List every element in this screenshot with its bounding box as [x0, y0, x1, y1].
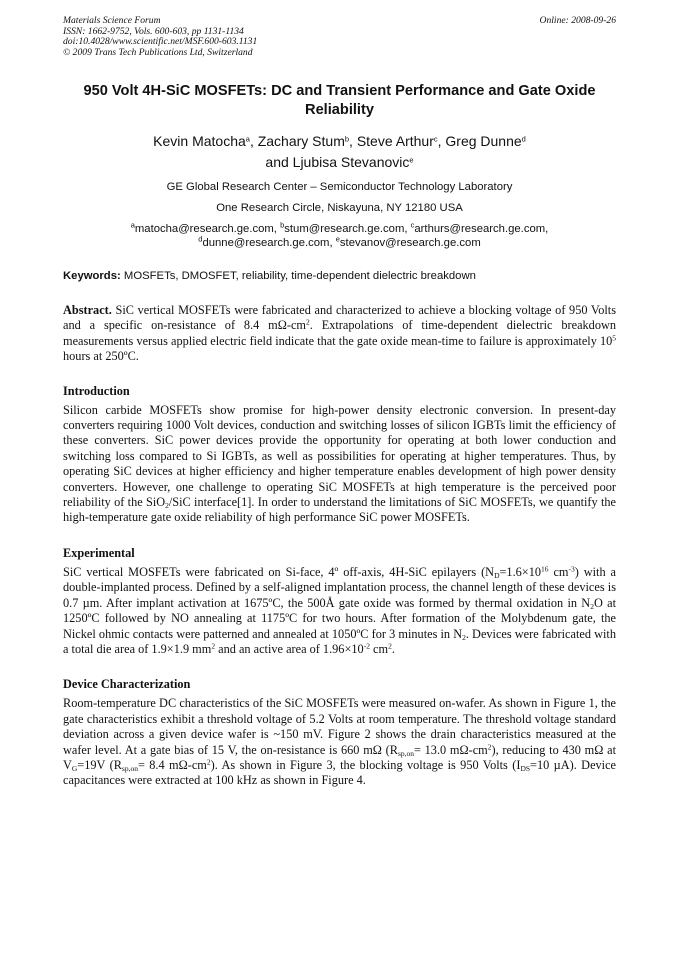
paragraph-text: Silicon carbide MOSFETs show promise for high-power density electronic conversion. In present-day converters requiring 1000 Volt devices, conduction and switching losses of silicon IGBTs limit the efficiency of these converters. SiC power devices provide the opportunity for operating at both lower conduction and switching loss compared to Si IGBTs, as well as possibilities for operating at higher temperatures. Thus, by operating SiC devices at higher efficiency and higher temperature enables development of high power density converters. However, one challenge to operating SiC MOSFETs at high temperature is the perceived poor reliability of the SiO	[63, 402, 616, 510]
paragraph-text: Room-temperature DC characteristics of the SiC MOSFETs were measured on-wafer. As shown in Figure 1, the gate characteristics exhibit a threshold voltage of 5.2 Volts at room temperature. The threshold voltage standard deviation across a given device wafer is ~150 mV. Figure 2 shows the drain characteristics measured at the wafer level. At a gate bias of 15 V, the on-resistance is 660 mΩ (R	[63, 696, 616, 757]
email-address: dunne@research.ge.com,	[202, 236, 336, 249]
abstract-label: Abstract.	[63, 303, 112, 317]
author-marker: e	[409, 155, 414, 165]
author-name: Steve Arthur	[356, 133, 434, 149]
journal-header	[63, 16, 616, 58]
keywords-label: Keywords:	[63, 270, 121, 282]
superscript: 2	[388, 641, 392, 651]
paragraph-text: O at 1250ºC followed by NO annealing at 1175ºC for two hours. After formation of the Molybdenum gate, the Nickel ohmic contacts were patterned and annealed at 1050ºC for 3 minutes in N	[63, 595, 616, 641]
author-separator: ,	[249, 133, 258, 149]
email-marker: d	[198, 234, 203, 243]
paper-body	[63, 82, 616, 789]
email-marker: b	[280, 220, 285, 230]
paragraph-text: =1.6×10	[499, 564, 542, 579]
paragraph-text: and an active area of 1.96×10	[215, 641, 364, 656]
paragraph-text: ), reducing to 430 mΩ at V	[63, 742, 616, 772]
subscript: 2	[462, 632, 466, 642]
email-marker: c	[410, 220, 415, 230]
author-marker: b	[344, 134, 350, 144]
paragraph-text: cm	[548, 564, 569, 579]
introduction-paragraph	[63, 403, 616, 526]
author-list	[63, 131, 616, 173]
doi-line: doi:10.4028/www.scientific.net/MSF.600-603.1131	[63, 36, 258, 48]
device-paragraph	[63, 696, 616, 788]
paper-title: 950 Volt 4H-SiC MOSFETs: DC and Transient Performance and Gate Oxide Reliability	[83, 83, 596, 118]
author-conjunction: and	[265, 154, 293, 170]
paragraph-text: ). As shown in Figure 3, the blocking voltage is 950 Volts (I	[210, 757, 521, 772]
author-separator: ,	[437, 133, 446, 149]
paragraph-text: =19V (R	[77, 757, 122, 772]
author-name: Kevin Matocha	[153, 133, 246, 149]
subscript: D	[494, 570, 500, 580]
keywords	[63, 269, 616, 283]
keywords-text: MOSFETs, DMOSFET, reliability, time-dependent dielectric breakdown	[120, 270, 476, 282]
paragraph-text: = 8.4 mΩ-cm	[137, 757, 207, 772]
email-marker: a	[130, 220, 135, 230]
section-heading-experimental: Experimental	[63, 545, 135, 560]
superscript: 2	[211, 641, 216, 651]
author-name: Zachary Stum	[257, 133, 345, 149]
online-date: Online: 2008-09-26	[539, 15, 616, 26]
journal-name: Materials Science Forum	[63, 15, 161, 26]
email-address: matocha@research.ge.com,	[134, 223, 281, 235]
abstract	[63, 303, 616, 365]
paragraph-text: =10 µA). Device capacitances were extracted at 100 kHz as shown in Figure 4.	[63, 757, 617, 788]
abstract-text: SiC vertical MOSFETs were fabricated and characterized to achieve a blocking voltage of 950 Volts and a specific on-resistance of 8.4 mΩ-cm	[63, 303, 616, 333]
superscript: 16	[541, 564, 549, 574]
email-address: stevanov@research.ge.com	[339, 236, 481, 249]
copyright-line: © 2009 Trans Tech Publications Ltd, Switzerland	[63, 46, 253, 58]
paragraph-text: cm	[369, 641, 389, 656]
abstract-text: hours at 250ºC.	[63, 349, 139, 364]
superscript: 5	[612, 333, 616, 343]
subscript: 2	[165, 501, 169, 511]
author-marker: c	[433, 134, 438, 144]
paragraph-text: . Devices were fabricated with a total die area of 1.9×1.9 mm	[63, 626, 616, 656]
experimental-paragraph	[63, 565, 616, 657]
paragraph-text: SiC vertical MOSFETs were fabricated on Si-face, 4º off-axis, 4H-SiC epilayers (N	[63, 564, 495, 579]
subscript: DS	[520, 763, 531, 773]
subscript: G	[71, 763, 78, 773]
author-marker: a	[245, 134, 250, 144]
affiliation-address: One Research Circle, Niskayuna, NY 12180 USA	[216, 202, 463, 214]
author-name: Greg Dunne	[445, 133, 522, 149]
superscript: -3	[568, 564, 575, 574]
author-emails	[63, 220, 616, 250]
affiliation	[63, 177, 616, 219]
author-marker: d	[521, 134, 526, 144]
section-heading-introduction: Introduction	[63, 383, 130, 398]
email-marker: e	[335, 234, 340, 243]
email-address: arthurs@research.ge.com,	[414, 223, 549, 235]
author-name: Ljubisa Stevanovic	[292, 154, 410, 170]
email-address: stum@research.ge.com,	[284, 223, 411, 235]
superscript: 2	[206, 757, 211, 767]
paragraph-text: ) with a double-implanted process. Defined by a self-aligned implantation process, the channel length of these devices is 0.7 µm. After implant activation at 1675ºC, the 500Å gate oxide was formed by thermal oxidation in N	[63, 564, 616, 610]
superscript: -2	[363, 641, 370, 651]
issn-line: ISSN: 1662-9752, Vols. 600-603, pp 1131-1134	[63, 25, 244, 37]
paragraph-text: = 13.0 mΩ-cm	[413, 742, 488, 757]
paragraph-text: .	[391, 641, 395, 656]
affiliation-org: GE Global Research Center – Semiconductor Technology Laboratory	[166, 181, 513, 193]
subscript: sp,on	[121, 763, 138, 773]
superscript: 2	[487, 742, 492, 752]
subscript: 2	[590, 601, 594, 611]
subscript: sp,on	[397, 748, 414, 758]
author-separator: ,	[349, 133, 357, 149]
paragraph-text: /SiC interface[1]. In order to understand the limitations of SiC MOSFETs, we quantify the high-temperature gate oxide reliability of high performance SiC power MOSFETs.	[63, 495, 616, 525]
abstract-text: . Extrapolations of time-dependent dielectric breakdown measurements versus applied electric field indicate that the gate oxide mean-time to failure is approximately 10	[63, 318, 617, 348]
superscript: 2	[306, 317, 310, 327]
section-heading-device-characterization: Device Characterization	[63, 677, 191, 692]
